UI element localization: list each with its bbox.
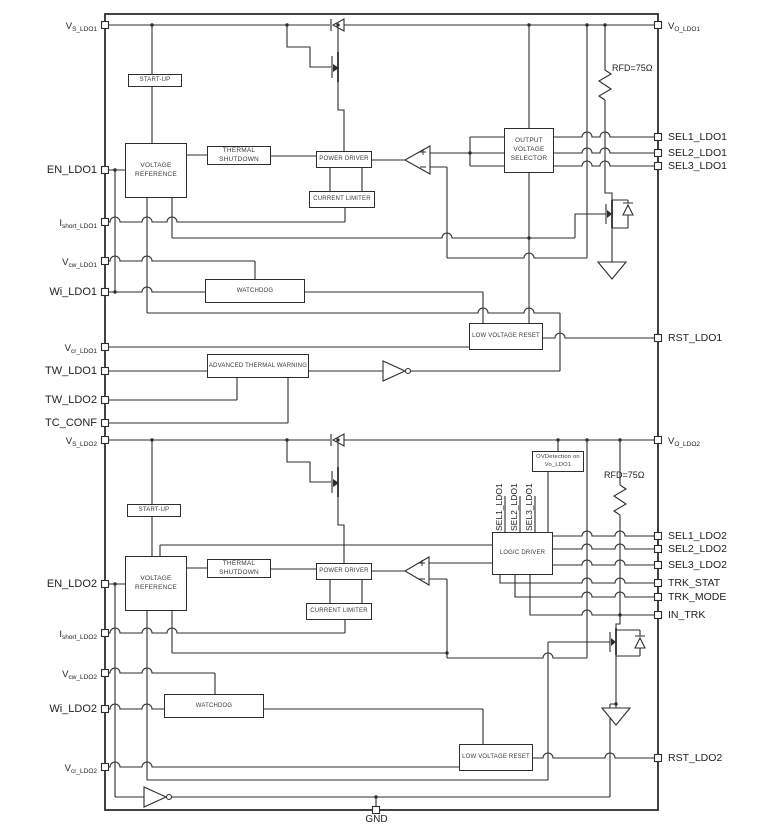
block-low-voltage-reset-ldo2: LOW VOLTAGE RESET	[459, 744, 533, 771]
pin-label-sel2-ldo2: SEL2_LDO2	[668, 543, 727, 555]
pin-label-sel3-ldo1: SEL3_LDO1	[668, 160, 727, 172]
rfd-resistor-label-ldo2: RFD=75Ω	[604, 470, 645, 480]
clamp-diode-ldo1-icon	[623, 205, 633, 215]
pin-label-ishort-ldo1: Ishort_LDO1	[59, 218, 97, 230]
inverter-ldo2-icon	[144, 787, 166, 807]
ldo2-wires	[105, 434, 658, 810]
sel2-ldo1-feed-label: SEL2_LDO1	[509, 483, 519, 531]
block-output-voltage-selector: OUTPUT VOLTAGE SELECTOR	[504, 128, 554, 173]
pin-label-sel2-ldo1: SEL2_LDO1	[668, 147, 727, 159]
block-power-driver-ldo1: POWER DRIVER	[316, 151, 372, 168]
ic-boundary	[105, 14, 658, 810]
block-voltage-reference-ldo1: VOLTAGE REFERENCE	[125, 143, 187, 198]
block-startup-ldo2: START-UP	[127, 504, 181, 517]
block-power-driver-ldo2: POWER DRIVER	[316, 563, 372, 580]
pin-label-in-trk: IN_TRK	[668, 609, 706, 621]
ldo1-wires	[105, 19, 658, 423]
pin-label-vcw-ldo1: Vcw_LDO1	[62, 257, 97, 269]
error-amp-ldo1-icon	[405, 146, 430, 174]
inverter-ldo1-icon	[383, 361, 405, 381]
clamp-diode-ldo2-icon	[635, 638, 645, 648]
amp-polarity-marks	[419, 149, 426, 579]
pin-label-vs-ldo2: VS_LDO2	[65, 436, 97, 448]
pin-label-trk-stat: TRK_STAT	[668, 577, 721, 589]
block-thermal-shutdown-ldo2: THERMAL SHUTDOWN	[207, 559, 271, 578]
pin-label-vo-ldo1: VO_LDO1	[668, 21, 700, 33]
pin-label-trk-mode: TRK_MODE	[668, 591, 727, 603]
pin-label-ishort-ldo2: Ishort_LDO2	[59, 629, 97, 641]
pin-label-tc-conf: TC_CONF	[45, 417, 97, 429]
pin-label-en-ldo2: EN_LDO2	[46, 578, 97, 590]
ground-symbol-ldo2	[602, 708, 630, 725]
sel1-ldo1-feed-label: SEL1_LDO1	[494, 483, 504, 531]
sel3-ldo1-feed-label: SEL3_LDO1	[524, 483, 534, 531]
pin-label-gnd: GND	[365, 814, 388, 825]
block-logic-driver: LOGIC DRIVER	[492, 532, 553, 575]
block-voltage-reference-ldo2: VOLTAGE REFERENCE	[125, 556, 187, 611]
pin-label-tw-ldo1: TW_LDO1	[45, 365, 97, 377]
pin-label-rst-ldo2: RST_LDO2	[668, 752, 723, 764]
pin-label-vo-ldo2: VO_LDO2	[668, 436, 700, 448]
block-current-limiter-ldo2: CURRENT LIMITER	[306, 603, 372, 620]
discharge-resistor-ldo2	[614, 485, 626, 515]
block-watchdog-ldo2: WATCHDOG	[164, 694, 264, 718]
pin-label-tw-ldo2: TW_LDO2	[45, 394, 97, 406]
ground-symbol-ldo1	[598, 262, 626, 279]
block-advanced-thermal-warning: ADVANCED THERMAL WARNING	[207, 354, 309, 378]
pin-label-rst-ldo1: RST_LDO1	[668, 332, 723, 344]
pin-label-vcr-ldo2: Vcr_LDO2	[64, 763, 97, 775]
pin-label-sel1-ldo2: SEL1_LDO2	[668, 530, 727, 542]
pin-label-wi-ldo2: Wi_LDO2	[49, 703, 97, 715]
pin-label-sel1-ldo1: SEL1_LDO1	[668, 131, 727, 143]
pin-label-vcr-ldo1: Vcr_LDO1	[64, 343, 97, 355]
block-ov-detection: OVDetection on Vo_LDO1	[532, 451, 584, 472]
pin-label-vcw-ldo2: Vcw_LDO2	[62, 669, 97, 681]
block-watchdog-ldo1: WATCHDOG	[205, 279, 305, 303]
pin-label-wi-ldo1: Wi_LDO1	[49, 286, 97, 298]
block-low-voltage-reset-ldo1: LOW VOLTAGE RESET	[469, 323, 543, 350]
block-thermal-shutdown-ldo1: THERMAL SHUTDOWN	[207, 146, 271, 165]
block-current-limiter-ldo1: CURRENT LIMITER	[309, 191, 375, 208]
rfd-resistor-label-ldo1: RFD=75Ω	[612, 63, 653, 73]
error-amp-ldo2-icon	[405, 557, 429, 585]
pin-label-sel3-ldo2: SEL3_LDO2	[668, 559, 727, 571]
pin-label-en-ldo1: EN_LDO1	[46, 164, 97, 176]
discharge-resistor-ldo1	[599, 70, 611, 100]
pin-label-vs-ldo1: VS_LDO1	[65, 21, 97, 33]
inverter-bubble-ldo2	[167, 795, 172, 800]
block-startup-ldo1: START-UP	[128, 74, 182, 87]
inverter-bubble-ldo1	[406, 369, 411, 374]
